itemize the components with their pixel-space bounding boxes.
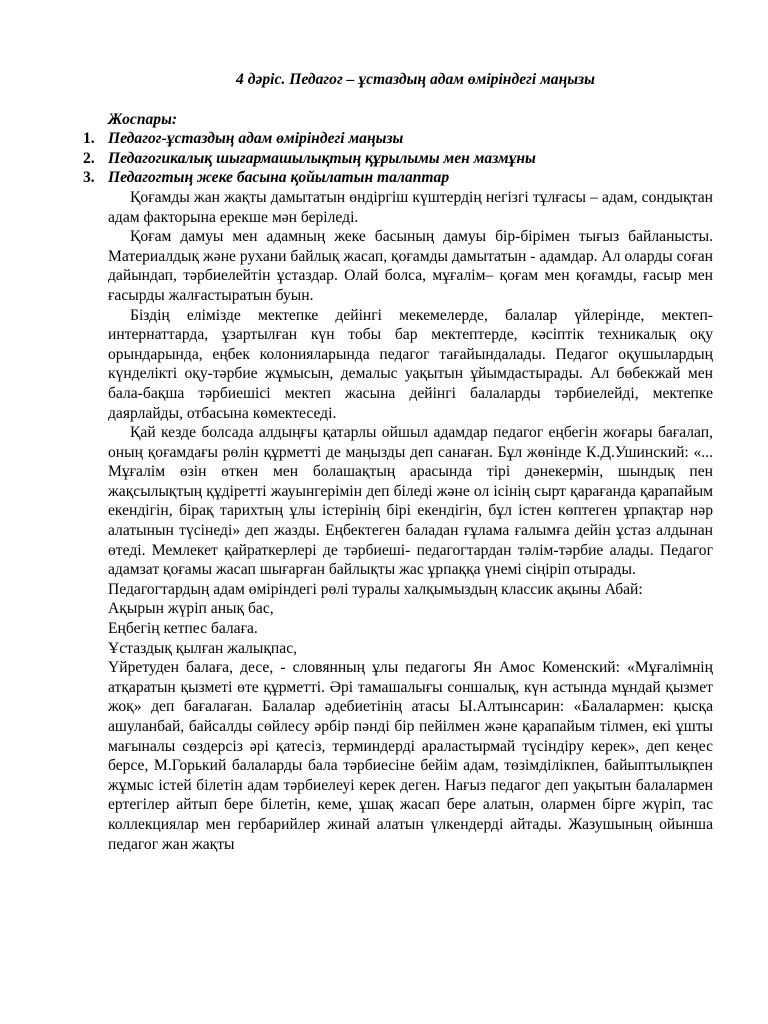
plan-item bbox=[83, 149, 713, 169]
plan-item-text: Педагогикалық шығармашылықтың құрылымы мен мазмұны bbox=[108, 149, 536, 167]
plan-heading: Жоспары: bbox=[108, 110, 178, 128]
plan-item-number: 1. bbox=[83, 130, 95, 148]
body-paragraph: Біздің елімізде мектепке дейінгі мекемелерде, балалар үйлерінде, мектеп-интернаттарда, ұзартылған күн тобы бар мектептерде, кәсіптік техникалық оқу орындарында, еңбек колонияларында педагог тағайындалады. Педагог оқушылардың күнделікті оқу-тәрбие жұмысын, демалыс уақытын ұйымдастырады. Ал бөбекжай мен бала-бақша тәрбиешісі мектеп жасына дейінгі балаларды тәрбиелейді, мектепке даярлайды, отбасына көмектеседі. bbox=[108, 306, 713, 422]
verse-line: Ұстаздық қылған жалықпас, bbox=[108, 639, 298, 657]
plan-item bbox=[83, 129, 713, 149]
plan-list bbox=[83, 129, 713, 188]
page-title: 4 дәріс. Педагог – ұстаздың адам өміріндегі маңызы bbox=[236, 71, 595, 88]
verse-line: Ақырын жүріп анық бас, bbox=[108, 600, 274, 618]
body-paragraph: Қоғам дамуы мен адамның жеке басының дамуы бір-бірімен тығыз байланысты. Материалдық және рухани байлық жасап, қоғамды дамытатын - адамдар. Ал оларды соған дайындап, тәрбиелейтін ұстаздар. Олай болса, мұғалім– қоғам мен қоғамды, ғасыр мен ғасырды жалғастыратын буын. bbox=[108, 228, 713, 304]
body-paragraph: Қоғамды жан жақты дамытатын өндіргіш күштердің негізгі тұлғасы – адам, сондықтан адам факторына ерекше мән беріледі. bbox=[108, 188, 713, 226]
verse-line: Еңбегің кетпес балаға. bbox=[108, 620, 258, 638]
plan-item-number: 3. bbox=[83, 169, 95, 187]
plan-item bbox=[83, 168, 713, 188]
closing-paragraph: Үйретуден балаға, десе, - словянның ұлы педагогы Ян Амос Коменский: «Мұғалімнің атқаратын қызметі өте құрметті. Әрі тамашалығы соншалық, күн астында мұндай қызмет жоқ» деп бағалаған. Балалар әдебиетінің атасы Ы.Алтынсарин: «Балалармен: қысқа ашуланбай, байсалды сөйлесу әрбір пәнді бір пейілмен және қарапайым тілмен, екі ұшты мағыналы сөздерсіз әрі қатесіз, терминдерді араластырмай түсіндіру керек», деп кеңес берсе, М.Горький балаларды бала тәрбиесіне бейім адам, төзімділікпен, байыптылықпен жұмыс істей білетін адам тәрбиелеуі керек деген. Нағыз педагог деп уақытын балалармен ертегілер айтып бере білетін, кеме, ұшақ жасап бере алатын, олармен бірге жүріп, тас коллекциялар мен гербарийлер жинай алатын үлкендерді айтады. Жазушының ойынша педагог жан жақты bbox=[108, 659, 713, 853]
plan-item-text: Педагог-ұстаздың адам өміріндегі маңызы bbox=[108, 130, 404, 148]
abai-intro: Педагогтардың адам өміріндегі рөлі туралы халқымыздың классик ақыны Абай: bbox=[108, 580, 643, 598]
plan-item-text: Педагогтың жеке басына қойылатын талаптар bbox=[108, 169, 450, 187]
body-paragraph: Қай кезде болсада алдыңғы қатарлы ойшыл адамдар педагог еңбегін жоғары бағалап, оның қоғамдағы рөлін құрметті де маңызды деп санаған. Бұл жөнінде К.Д.Ушинский: «... Мұғалім өзін өткен мен болашақтың арасында тірі дәнекермін, шындық пен жақсылықтың құдіретті жауынгерімін деп біледі және ол ісінің сырт қарағанда қарапайым екендігін, бірақ тарихтың ұлы істерінің бірі екендігін, бұл істен көптеген ұрпақтар нәр алатынын түсінеді» деп жазды. Еңбектеген баладан ғұлама ғалымға дейін ұстаз алдынан өтеді. Мемлекет қайраткерлері де тәрбиеші- педагогтардан тәлім-тәрбие алады. Педагог адамзат қоғамы жасап шығарған байлықты жас ұрпаққа үнемі сіңіріп отырады. bbox=[108, 424, 713, 579]
document-page bbox=[83, 70, 713, 854]
plan-item-number: 2. bbox=[83, 149, 95, 167]
